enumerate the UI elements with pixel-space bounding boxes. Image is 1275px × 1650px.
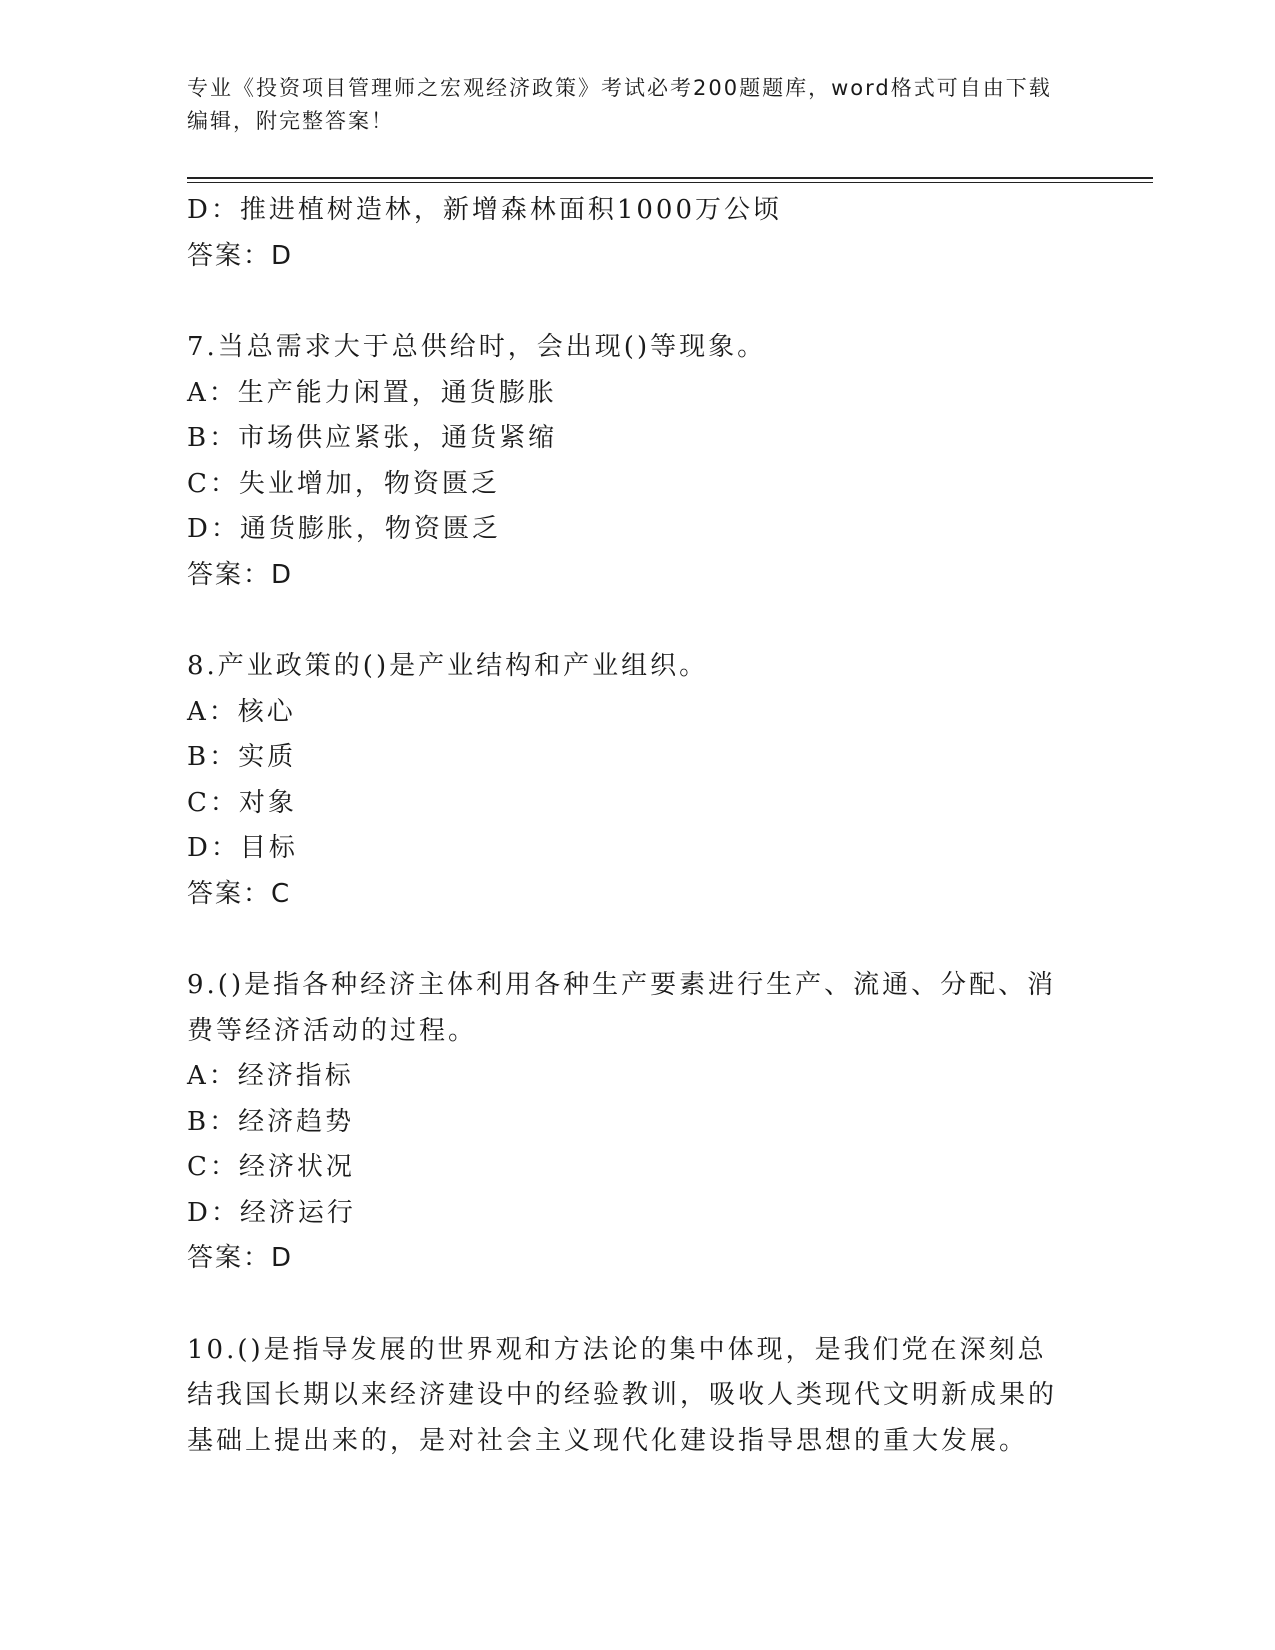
answer: 答案：D [187, 559, 294, 590]
option-c: C：对象 [187, 787, 297, 818]
question-stem: 7.当总需求大于总供给时，会出现()等现象。 [187, 332, 767, 362]
option-d: D：通货膨胀，物资匮乏 [187, 514, 501, 544]
spacer [187, 279, 1067, 325]
option-c: C：经济状况 [187, 1152, 355, 1182]
answer: 答案：C [187, 878, 292, 909]
answer: 答案：D [187, 1243, 294, 1273]
option-d: D：推进植树造林，新增森林面积1000万公顷 [187, 195, 783, 225]
question-8 [187, 644, 1067, 917]
option-a: A：生产能力闲置，通货膨胀 [187, 377, 557, 408]
option-b: B：经济趋势 [187, 1106, 355, 1137]
question-9 [187, 963, 1067, 1282]
spacer [187, 598, 1067, 644]
answer: 答案：D [187, 240, 294, 271]
header-rule-thin [187, 182, 1153, 183]
spacer [187, 1282, 1067, 1328]
question-10 [187, 1328, 1067, 1465]
option-d: D：目标 [187, 833, 298, 863]
document-body [187, 188, 1067, 1464]
spacer [187, 917, 1067, 963]
question-stem: 8.产业政策的()是产业结构和产业组织。 [187, 651, 709, 681]
header-rule-thick [187, 177, 1153, 179]
question-stem: 9.()是指各种经济主体利用各种生产要素进行生产、流通、分配、消费等经济活动的过程。 [187, 970, 1057, 1046]
option-b: B：市场供应紧张，通货紧缩 [187, 423, 558, 453]
option-c: C：失业增加，物资匮乏 [187, 468, 500, 499]
option-b: B：实质 [187, 742, 297, 772]
question-7 [187, 325, 1067, 598]
document-header: 专业《投资项目管理师之宏观经济政策》考试必考200题题库，word格式可自由下载编辑，附完整答案！ [187, 76, 1052, 133]
option-a: A：经济指标 [187, 1061, 354, 1091]
option-a: A：核心 [187, 696, 296, 727]
option-d: D：经济运行 [187, 1197, 356, 1228]
question-stem: 10.()是指导发展的世界观和方法论的集中体现，是我们党在深刻总结我国长期以来经济建设中的经验教训，吸收人类现代文明新成果的基础上提出来的，是对社会主义现代化建设指导思想的重大发展。 [187, 1334, 1058, 1456]
